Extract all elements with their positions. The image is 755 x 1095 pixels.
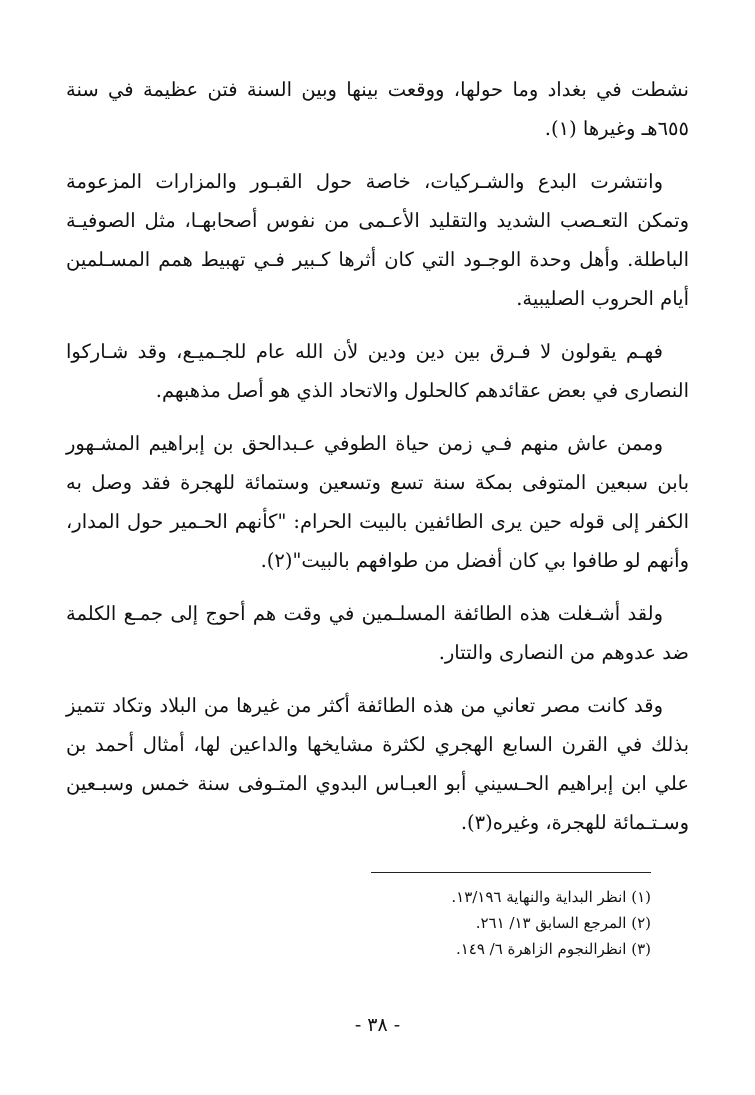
paragraph-5: ولقد أشـغلت هذه الطائفة المسلـمين في وقت هم أحوج إلى جمـع الكلمة ضد عدوهم من النصارى والتتار. xyxy=(66,602,689,664)
paragraph-4: وممن عاش منهم فـي زمن حياة الطوفي عـبدالحق بن إبراهيم المشـهور بابن سبعين المتوفى بمكة سنة تسع وتسعين وستمائة للهجرة فقد وصل به الكفر إلى قوله حين يرى الطائفين بالبيت الحرام: "كأنهم الحـمير حول المدار، وأنهم لو طافوا بي كان أفضل من طوافهم بالبيت"(٢). xyxy=(66,432,689,572)
footnote-3: (٣) انظرالنجوم الزاهرة ٦/ ١٤٩. xyxy=(455,940,651,958)
main-text xyxy=(66,70,689,856)
footnote-divider xyxy=(371,872,651,873)
paragraph-6: وقد كانت مصر تعاني من هذه الطائفة أكثر من غيرها من البلاد وتكاد تتميز بذلك في القرن السابع الهجري لكثرة مشايخها والداعين لها، أمثال أحمد بن علي ابن إبراهيم الحـسيني أبو العبـاس البدوي المتـوفى سنة خمس وسبـعين وسـتـمائة للهجرة، وغيره(٣). xyxy=(66,694,689,834)
paragraph-1: نشطت في بغداد وما حولها، ووقعت بينها وبين السنة فتن عظيمة في سنة ٦٥٥هـ وغيرها (١). xyxy=(66,78,689,140)
page-number: - ٣٨ - xyxy=(354,1014,401,1036)
paragraph-2: وانتشرت البدع والشـركيات، خاصة حول القبـور والمزارات المزعومة وتمكن التعـصب الشديد والتقليد الأعـمى من نفوس أصحابهـا، مثل الصوفيـة الباطلة. وأهل وحدة الوجـود التي كان أثرها كـبير فـي تهبيط همم المسـلمين أيام الحروب الصليبية. xyxy=(66,170,689,310)
footnote-2: (٢) المرجع السابق ١٣/ ٢٦١. xyxy=(475,914,651,932)
footnote-1: (١) انظر البداية والنهاية ١٣/١٩٦. xyxy=(451,888,651,906)
paragraph-3: فهـم يقولون لا فـرق بين دين ودين لأن الله عام للجـميـع، وقد شـاركوا النصارى في بعض عقائدهم كالحلول والاتحاد الذي هو أصل مذهبهم. xyxy=(66,340,689,402)
footnotes xyxy=(231,884,651,962)
